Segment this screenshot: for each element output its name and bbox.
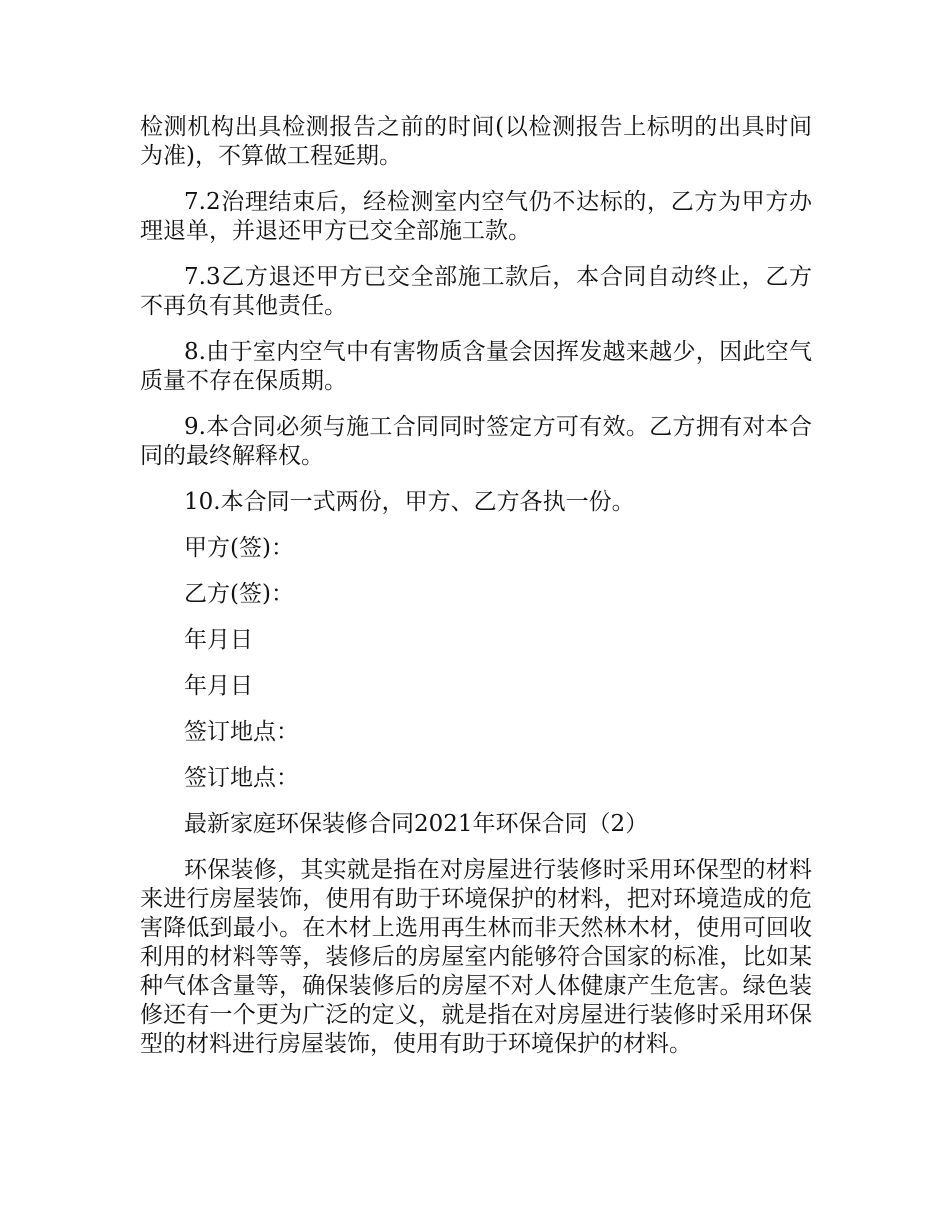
clause-9: 9.本合同必须与施工合同同时签定方可有效。乙方拥有对本合同的最终解释权。 [140, 414, 812, 469]
party-a-signature: 甲方(签)： [184, 535, 294, 561]
body-paragraph: 环保装修，其实就是指在对房屋进行装修时采用环保型的材料来进行房屋装饰，使用有助于环境保护的材料，把对环境造成的危害降低到最小。在木材上选用再生林而非天然林木材，使用可回收利用的材料等等，装修后的房屋室内能够符合国家的标准，比如某种气体含量等，确保装修后的房屋不对人体健康产生危害。绿色装修还有一个更为广泛的定义，就是指在对房屋进行装修时采用环保型的材料进行房屋装饰，使用有助于环境保护的材料。 [140, 857, 812, 1057]
clause-7-3: 7.3乙方退还甲方已交全部施工款后，本合同自动终止，乙方不再负有其他责任。 [140, 264, 812, 319]
clause-8: 8.由于室内空气中有害物质含量会因挥发越来越少，因此空气质量不存在保质期。 [140, 339, 812, 394]
party-b-signature: 乙方(签)： [184, 581, 294, 607]
paragraph-continuation: 检测机构出具检测报告之前的时间(以检测报告上标明的出具时间为准)，不算做工程延期。 [140, 114, 812, 169]
signing-place-a: 签订地点： [184, 719, 299, 745]
signing-place-b: 签订地点： [184, 765, 299, 791]
section-title: 最新家庭环保装修合同2021年环保合同（2） [184, 811, 649, 837]
document-page [140, 113, 812, 1076]
clause-7-2: 7.2治理结束后，经检测室内空气仍不达标的，乙方为甲方办理退单，并退还甲方已交全部施工款。 [140, 189, 812, 244]
date-a: 年月日 [184, 627, 253, 653]
clause-10: 10.本合同一式两份，甲方、乙方各执一份。 [184, 489, 635, 515]
date-b: 年月日 [184, 673, 253, 699]
